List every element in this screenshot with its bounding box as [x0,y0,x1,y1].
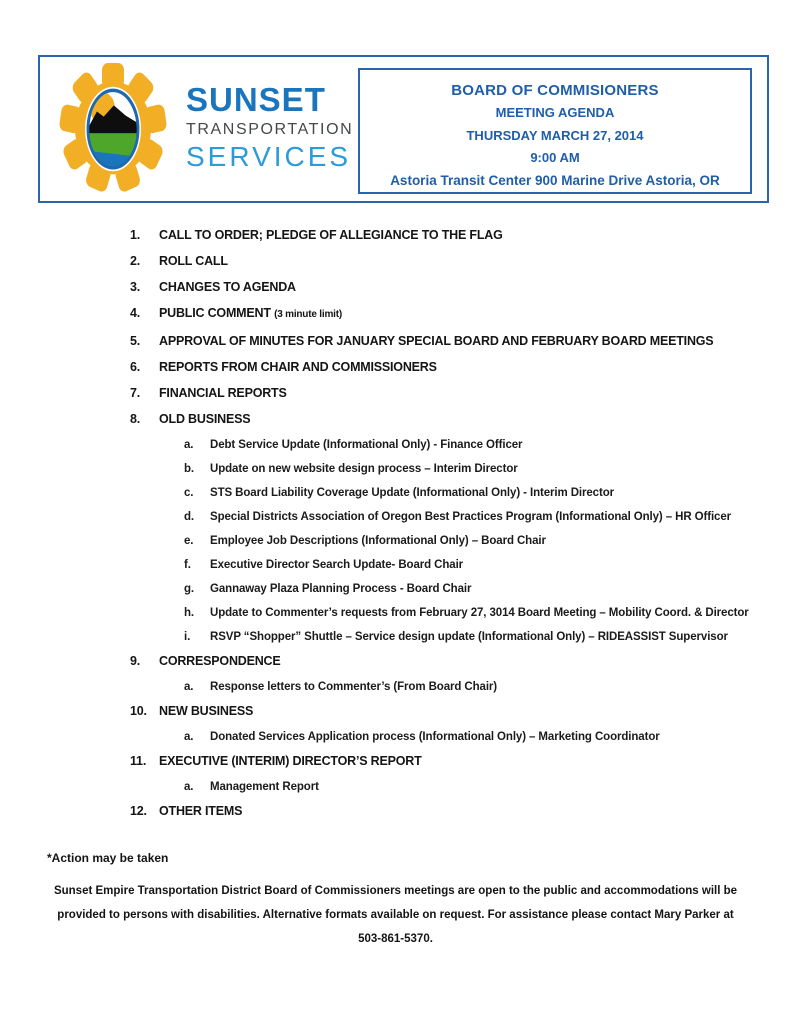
subitem-letter: a. [184,731,194,743]
meeting-info-box [358,68,752,194]
item-text: OTHER ITEMS [159,804,243,818]
meeting-subtitle: MEETING AGENDA [495,105,615,121]
subitem-letter: i. [184,631,191,643]
brand-line-services: SERVICES [186,141,352,172]
meeting-location: Astoria Transit Center 900 Marine Drive Astoria, OR [390,172,720,188]
subitem-text: Executive Director Search Update- Board Chair [210,559,464,571]
item-text: FINANCIAL REPORTS [159,386,287,400]
subitem-letter: a. [184,439,194,451]
item-note: (3 minute limit) [274,309,342,320]
subitem-text: Debt Service Update (Informational Only) - Finance Officer [210,439,523,451]
subitem-text: Employee Job Descriptions (Informational Only) – Board Chair [210,535,546,547]
subitem-letter: b. [184,463,195,475]
item-text: CALL TO ORDER; PLEDGE OF ALLEGIANCE TO THE FLAG [159,228,503,242]
item-text: APPROVAL OF MINUTES FOR JANUARY SPECIAL BOARD AND FEBRUARY BOARD MEETINGS [159,334,714,348]
item-text: CHANGES TO AGENDA [159,280,296,294]
agenda-subitem [130,630,770,644]
agenda-item [130,280,770,294]
agenda-subitem [130,438,770,452]
meeting-title: BOARD OF COMMISIONERS [451,82,659,99]
item-number: 1. [130,228,141,242]
agenda-list [130,228,770,830]
item-number: 4. [130,306,141,320]
item-number: 12. [130,804,147,818]
footer-line-1: Sunset Empire Transportation District Board of Commissioners meetings are open to the public and accommodations will be [53,885,738,897]
item-number: 9. [130,654,141,668]
item-text: CORRESPONDENCE [159,654,281,668]
agenda-subitem [130,582,770,596]
agenda-subitem [130,534,770,548]
item-number: 7. [130,386,141,400]
agenda-subitem [130,606,770,620]
agenda-subitem [130,780,770,794]
subitem-text: Management Report [210,781,319,793]
agenda-item [130,306,770,322]
footer-line-2: provided to persons with disabilities. Alternative formats available on request. For assistance please contact Mary Parker at 503-861-5370. [57,909,734,945]
subitem-letter: f. [184,559,191,571]
agenda-item [130,704,770,718]
sunset-gear-logo-icon [58,61,168,195]
subitem-letter: h. [184,607,195,619]
item-text: ROLL CALL [159,254,228,268]
agenda-subitem [130,730,770,744]
item-number: 11. [130,754,147,768]
item-text: PUBLIC COMMENT (3 minute limit) [159,306,342,320]
subitem-letter: e. [184,535,194,547]
subitem-text: Response letters to Commenter’s (From Board Chair) [210,681,498,693]
item-number: 5. [130,334,141,348]
agenda-item [130,754,770,768]
agenda-item [130,654,770,668]
brand-line-sunset: SUNSET [186,81,326,118]
footer-text [45,879,746,951]
item-text: REPORTS FROM CHAIR AND COMMISSIONERS [159,360,437,374]
item-number: 2. [130,254,141,268]
subitem-text: RSVP “Shopper” Shuttle – Service design update (Informational Only) – RIDEASSIST Supervisor [210,631,728,643]
agenda-item [130,804,770,818]
agenda-subitem [130,486,770,500]
item-number: 6. [130,360,141,374]
agenda-item [130,228,770,242]
agenda-item [130,386,770,400]
subitem-letter: c. [184,487,194,499]
subitem-letter: a. [184,781,194,793]
agenda-subitem [130,558,770,572]
agenda-subitem [130,510,770,524]
header-box [38,55,769,203]
agenda-item [130,254,770,268]
agenda-subitem [130,462,770,476]
brand-line-transportation: TRANSPORTATION [186,121,354,138]
subitem-letter: g. [184,583,195,595]
subitem-letter: d. [184,511,195,523]
subitem-letter: a. [184,681,194,693]
agenda-item [130,412,770,426]
brand-wordmark [186,83,353,171]
subitem-text: Update on new website design process – Interim Director [210,463,518,475]
agenda-item [130,334,770,348]
agenda-subitem [130,680,770,694]
item-number: 8. [130,412,141,426]
item-text: OLD BUSINESS [159,412,251,426]
subitem-text: Gannaway Plaza Planning Process - Board Chair [210,583,472,595]
item-text: EXECUTIVE (INTERIM) DIRECTOR’S REPORT [159,754,422,768]
subitem-text: Donated Services Application process (Informational Only) – Marketing Coordinator [210,731,660,743]
meeting-date: THURSDAY MARCH 27, 2014 [466,127,644,143]
agenda-item [130,360,770,374]
subitem-text: Update to Commenter’s requests from February 27, 3014 Board Meeting – Mobility Coord. & Director [210,607,749,619]
item-number: 3. [130,280,141,294]
subitem-text: STS Board Liability Coverage Update (Informational Only) - Interim Director [210,487,615,499]
action-footnote: *Action may be taken [47,851,169,865]
meeting-time: 9:00 AM [530,150,580,166]
item-number: 10. [130,704,147,718]
item-text: NEW BUSINESS [159,704,254,718]
subitem-text: Special Districts Association of Oregon Best Practices Program (Informational Only) – HR Officer [210,511,732,523]
